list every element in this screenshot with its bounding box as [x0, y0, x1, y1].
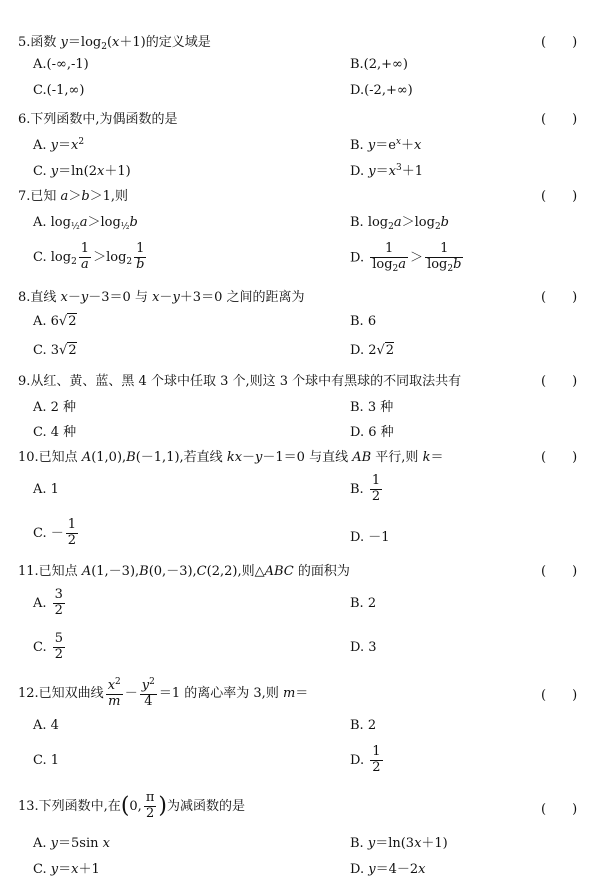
option-b: B.(2,+∞) [350, 57, 408, 72]
question-6-stem: 6.下列函数中,为偶函数的是 [18, 112, 178, 127]
option-d: D.(-2,+∞) [350, 83, 413, 98]
option-a: A. $\frac{3}{2}$ [33, 587, 63, 618]
option-a: A. $y=x^2$ [33, 137, 85, 153]
option-a: A. y＝5sin x [33, 836, 110, 851]
option-c: C. 1 [33, 753, 60, 768]
option-c: C. 4 种 [33, 425, 77, 440]
option-a: A. 1 [33, 482, 59, 497]
option-a: A. 2 种 [33, 400, 77, 415]
answer-blank: ( ) [541, 290, 578, 305]
option-d: D. －1 [350, 530, 390, 545]
answer-blank: ( ) [541, 189, 578, 204]
option-d: D. $\frac{1}{\log_2a}$ ＞ $\frac{1}{\log_2b}$ [350, 241, 462, 274]
answer-blank: ( ) [541, 112, 578, 127]
answer-blank: ( ) [541, 450, 578, 465]
answer-blank: ( ) [541, 564, 578, 579]
question-8-stem: 8.直线 x－y－3＝0 与 x－y＋3＝0 之间的距离为 [18, 290, 305, 305]
option-b: B. 2 [350, 718, 377, 733]
question-5-stem: 5.函数 $y=\log_2(x+1)$的定义域是 [18, 35, 211, 52]
option-c: C. y＝ln(2x＋1) [33, 164, 131, 179]
option-b: B. $\frac{1}{2}$ [350, 473, 381, 504]
answer-blank: ( ) [541, 374, 578, 389]
option-b: B. $\log_2a>\log_2b$ [350, 215, 449, 232]
option-c: C. 3√2 [33, 343, 77, 358]
option-a: A. 6√2 [33, 314, 77, 329]
option-b: B. 3 种 [350, 400, 394, 415]
option-c: C. $\frac{5}{2}$ [33, 631, 64, 662]
answer-blank: ( ) [541, 802, 578, 817]
option-d: D. 3 [350, 640, 377, 655]
option-c: C. y＝x＋1 [33, 862, 100, 877]
option-d: D. $\frac{1}{2}$ [350, 744, 381, 775]
question-9-stem: 9.从红、黄、蓝、黑 4 个球中任取 3 个,则这 3 个球中有黑球的不同取法共有 [18, 374, 462, 389]
option-b: B. 6 [350, 314, 377, 329]
option-a: A. $\log_{\frac{1}{2}}a>\log_{\frac{1}{2}}b$ [33, 215, 138, 232]
question-11-stem: 11.已知点 A(1,－3),B(0,－3),C(2,2),则△ABC 的面积为 [18, 564, 350, 579]
answer-blank: ( ) [541, 688, 578, 703]
option-d: D. y＝4－2x [350, 862, 426, 877]
option-c: C. － $\frac{1}{2}$ [33, 517, 77, 548]
option-b: B. 2 [350, 596, 377, 611]
option-a: A.(-∞,-1) [33, 57, 89, 72]
option-c: C. $\log_2$ $\frac{1}{a}$ $>\log_2$ $\frac{1}{b}$ [33, 241, 145, 272]
option-d: D. 2√2 [350, 343, 395, 358]
question-12-stem: 12.已知双曲线 $\frac{x^2}{m}$ － $\frac{y^2}{4}$ ＝1 的离心率为 3,则 m＝ [18, 677, 309, 709]
answer-blank: ( ) [541, 35, 578, 50]
option-b: B. y＝ln(3x＋1) [350, 836, 448, 851]
option-d: D. $y=x^3+1$ [350, 163, 423, 179]
question-10-stem: 10.已知点 A(1,0),B(－1,1),若直线 kx－y－1＝0 与直线 AB 平行,则 k＝ [18, 450, 444, 465]
question-7-stem: 7.已知 a＞b＞1,则 [18, 189, 129, 204]
option-b: B. $y=e^x+x$ [350, 137, 422, 153]
option-a: A. 4 [33, 718, 59, 733]
option-d: D. 6 种 [350, 425, 394, 440]
option-c: C.(-1,∞) [33, 83, 85, 98]
question-13-stem: 13.下列函数中,在(0, $\frac{\pi}{2}$ )为减函数的是 [18, 790, 245, 821]
